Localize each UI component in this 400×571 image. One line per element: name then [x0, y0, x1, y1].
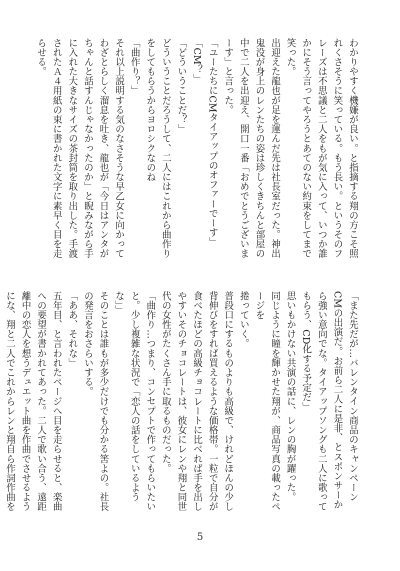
paragraph: どういうことだろうして、二人にはこれから曲作りをしてもらうからヨロシクなのね [144, 38, 171, 259]
paragraph: わかりやすく機嫌が良い。と指摘する翔の方こそ照れくさそうに笑っている。もう長い。というそのフレーズは不思議と二人をもが気に入って、いつか誰かにそう言ってやろうとあてのない約束をしてまで笑った。 [284, 38, 358, 259]
paragraph: 普段口にするものよりも高級で、けれどほんの少し背伸びをすれば買えるような価格帯。一粒で自分が食べたほどの高級チョコレートに比べれば手を出しやすいそのチョコレートは、彼女にレンや翔と同世代の女性がたくさん手に取るものだった。 [159, 291, 234, 512]
dialogue-line: 「ああ、それな」 [66, 291, 78, 368]
upper-text-column [35, 38, 360, 266]
paragraph: 出迎えた龍也が足を運んだ先は社長室だった。神出鬼没が身上のレンたちの姿は珍しくきちんと部屋の中で二人を出迎え、開口一番「おめでとうございまーす」と言った。 [222, 38, 281, 259]
page-number: 5 [196, 532, 204, 543]
lower-text-column [3, 291, 360, 517]
paragraph: 五年目、と言われたページへ目を走らせると、楽曲への要望が書かれてあった。二人で歌い合う、遠距離中の恋人を想うデュエット曲を作曲でさせるようにな、翔と二人でこれからレンと翔自ら作詞作曲を [3, 291, 62, 512]
dialogue-line: 「曲作り…つまり、コンセプトで作ってもらいたいと。少し複雑な状況で「恋人の話をしているような」」 [113, 291, 156, 512]
dialogue-line: 「どういうことだ？」 [175, 38, 187, 134]
paragraph: 捲っていく。 [237, 291, 249, 349]
paragraph: 同じように瞳を輝かせた翔が、商品写真の載ったページを [253, 291, 281, 512]
dialogue-line: 「CM？」 [191, 38, 203, 84]
dialogue-line: 「曲作り？」 [128, 38, 140, 96]
paragraph: そのことは誰もが多少だけでも分かる筈よの。社長の発言をおさらいする。 [81, 291, 109, 512]
dialogue-line: 「また先だが…バレンタイン商品のキャンペーンCMの出演だ。お前ら二人に是非、とスポンサーから強い意向でな。タイアップソングも二人に歌ってもらう、CD化する予定だ」 [300, 291, 358, 512]
paragraph: 思いもかけない共演の話に、レンの胸が躍った。 [284, 291, 296, 502]
paragraph: それ以上説明する気のなさそうな早乙女に向かってわざとらしく溜息を吐き、龍也が「今日はアンタがちゃんと話すんじゃなかったのか」と睨みながら手に入れた大きなサイズの茶封筒を取り出した。手渡されたＡ４用紙の束に書かれた文字に素早く目を走らせる。 [35, 38, 125, 259]
dialogue-line: 「ユーたちにCMタイアップのオファーでーす」 [206, 38, 218, 247]
